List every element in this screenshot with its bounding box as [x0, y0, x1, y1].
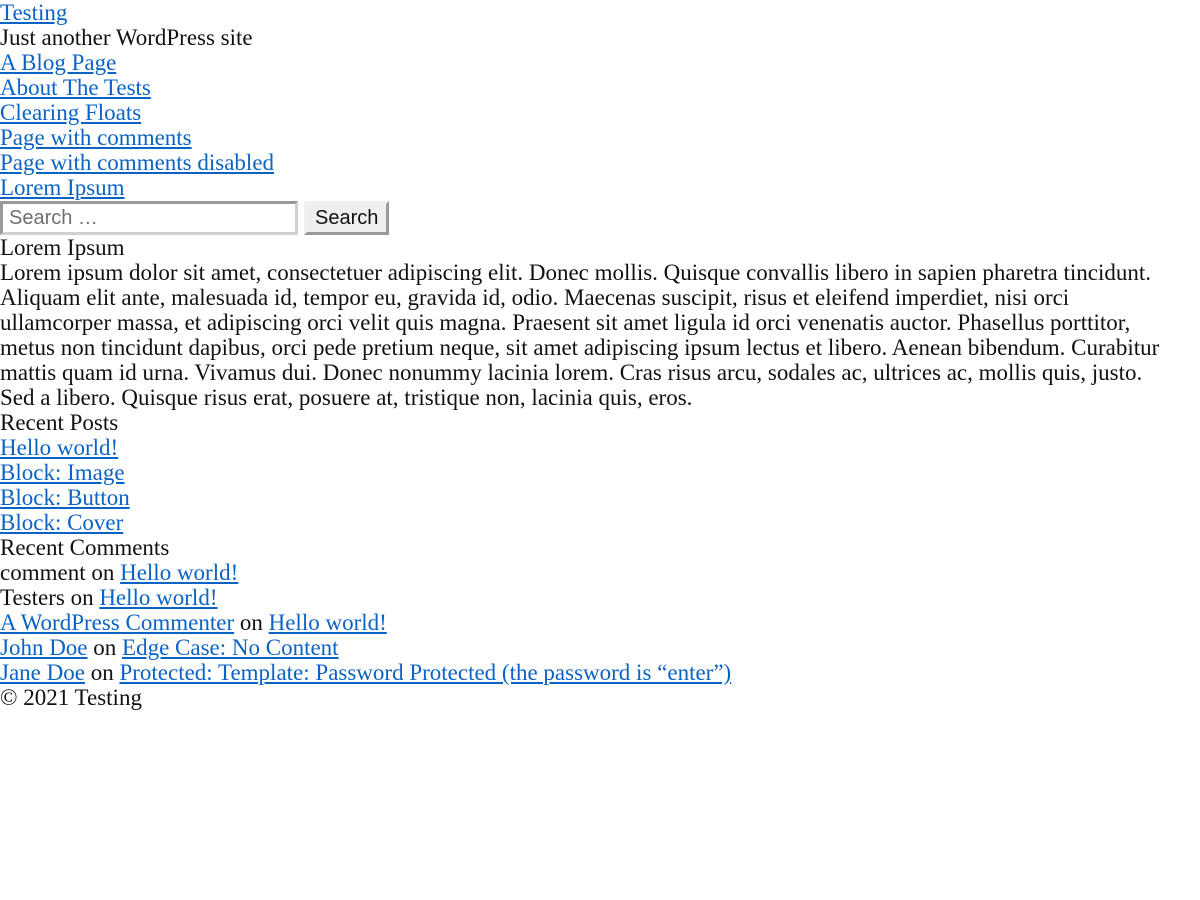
footer-copyright: © 2021 Testing — [0, 685, 142, 710]
comment-post-link[interactable]: Hello world! — [99, 585, 218, 610]
text-widget-title: Lorem Ipsum — [0, 235, 125, 260]
search-input[interactable] — [0, 201, 298, 235]
comment-item — [0, 635, 1200, 660]
comment-author-link[interactable]: John Doe — [0, 635, 88, 660]
search-button[interactable]: Search — [304, 201, 389, 235]
comment-item — [0, 560, 1200, 585]
text-widget — [0, 235, 1200, 410]
comment-item — [0, 660, 1200, 685]
comment-author: Testers — [0, 585, 65, 610]
comment-connector: on — [70, 585, 94, 610]
comment-connector: on — [239, 610, 263, 635]
search-form — [0, 201, 1200, 235]
comment-post-link[interactable]: Hello world! — [120, 560, 239, 585]
nav-item-clearing-floats[interactable]: Clearing Floats — [0, 100, 142, 125]
comment-connector: on — [91, 560, 115, 585]
recent-post-link[interactable]: Block: Image — [0, 460, 125, 485]
comment-item — [0, 610, 1200, 635]
comment-post-link[interactable]: Edge Case: No Content — [122, 635, 339, 660]
primary-nav — [0, 50, 1200, 200]
comment-post-link[interactable]: Hello world! — [268, 610, 387, 635]
recent-post-link[interactable]: Block: Cover — [0, 510, 124, 535]
text-widget-body: Lorem ipsum dolor sit amet, consectetuer adipiscing elit. Donec mollis. Quisque convallis libero in sapien pharetra tincidunt. Aliquam elit ante, malesuada id, tempor eu, gravida id, odio. Maecenas suscipit, risus et eleifend imperdiet, nisi orci ullamcorper massa, et adipiscing orci velit quis magna. Praesent sit amet ligula id orci venenatis auctor. Phasellus porttitor, metus non tincidunt dapibus, orci pede pretium neque, sit amet adipiscing ipsum lectus et libero. Aenean bibendum. Curabitur mattis quam id urna. Vivamus dui. Donec nonummy lacinia lorem. Cras risus arcu, sodales ac, ultrices ac, mollis quis, justo. Sed a libero. Quisque risus erat, posuere at, tristique non, lacinia quis, eros. — [0, 260, 1160, 410]
comment-connector: on — [93, 635, 117, 660]
comment-author-link[interactable]: A WordPress Commenter — [0, 610, 235, 635]
nav-item-page-comments-disabled[interactable]: Page with comments disabled — [0, 150, 275, 175]
nav-item-about-tests[interactable]: About The Tests — [0, 75, 151, 100]
recent-posts-title: Recent Posts — [0, 410, 119, 435]
site-tagline: Just another WordPress site — [0, 25, 253, 50]
nav-item-page-with-comments[interactable]: Page with comments — [0, 125, 192, 150]
comment-author-link[interactable]: Jane Doe — [0, 660, 85, 685]
recent-posts-widget — [0, 410, 1200, 535]
comment-author: comment — [0, 560, 86, 585]
site-footer — [0, 685, 1200, 710]
recent-comments-title: Recent Comments — [0, 535, 170, 560]
comment-post-link[interactable]: Protected: Template: Password Protected (the password is “enter”) — [119, 660, 732, 685]
comment-item — [0, 585, 1200, 610]
recent-comments-widget — [0, 535, 1200, 685]
nav-item-lorem-ipsum[interactable]: Lorem Ipsum — [0, 175, 125, 200]
comment-connector: on — [90, 660, 114, 685]
nav-item-blog-page[interactable]: A Blog Page — [0, 50, 117, 75]
recent-post-link[interactable]: Block: Button — [0, 485, 130, 510]
recent-post-link[interactable]: Hello world! — [0, 435, 119, 460]
site-title-link[interactable]: Testing — [0, 0, 68, 25]
site-header — [0, 0, 1200, 50]
